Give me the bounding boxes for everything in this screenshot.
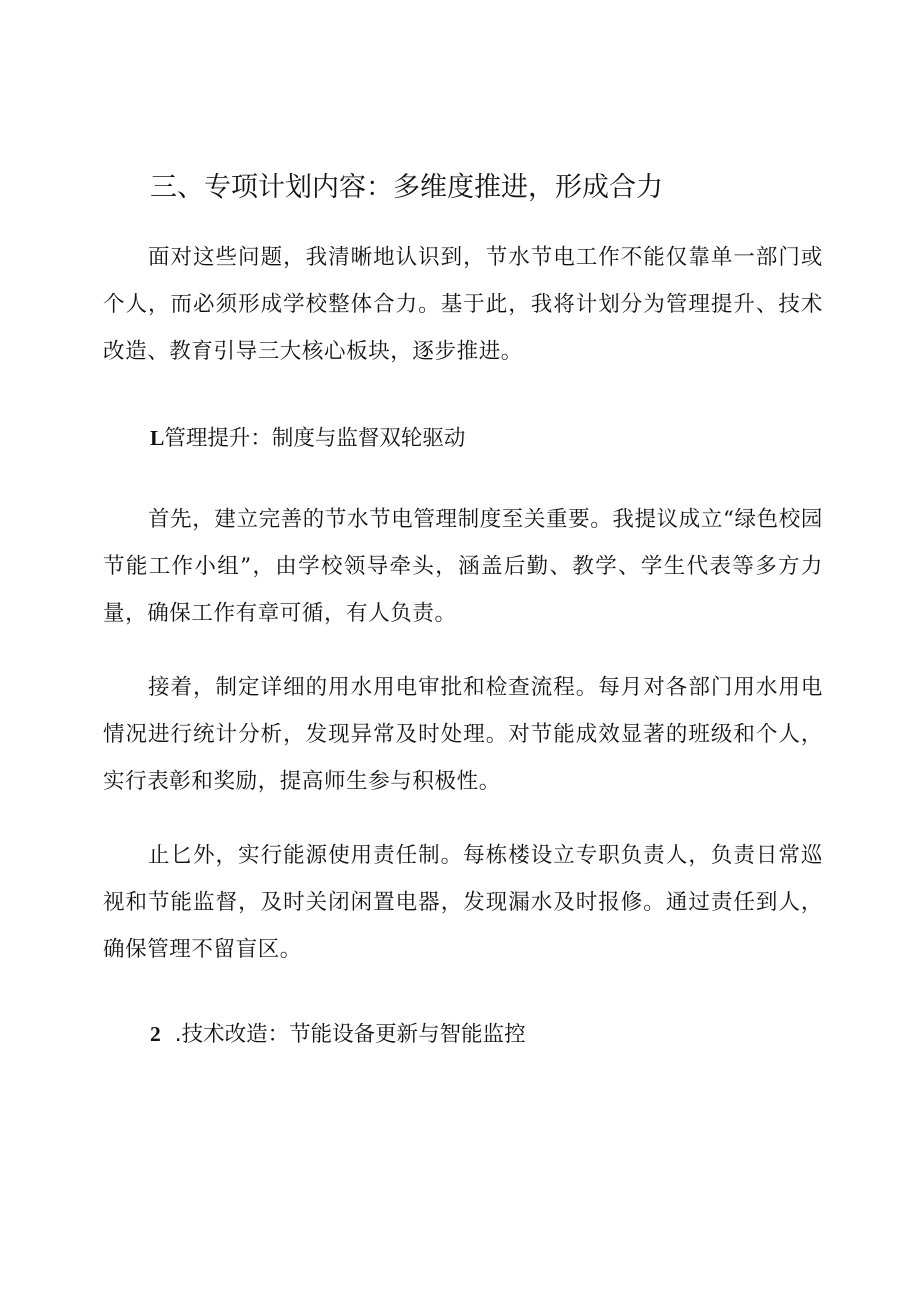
intro-paragraph: 面对这些问题，我清晰地认识到，节水节电工作不能仅靠单一部门或个人，而必须形成学校整体合力。基于此，我将计划分为管理提升、技术改造、教育引导三大核心板块，逐步推进。 — [103, 245, 823, 364]
subsection-1-heading — [150, 420, 465, 457]
subsection-2-number: 2 — [150, 1022, 161, 1046]
subsection-1-paragraph-1: 首先，建立完善的节水节电管理制度至关重要。我提议成立“绿色校园节能工作小组”，由学校领导牵头，涵盖后勤、教学、学生代表等多方力量，确保工作有章可循，有人负责。 — [103, 507, 823, 626]
subsection-1-title: 管理提升：制度与监督双轮驱动 — [164, 426, 466, 451]
subsection-1-paragraph-2: 接着，制定详细的用水用电审批和检查流程。每月对各部门用水用电情况进行统计分析，发现异常及时处理。对节能成效显著的班级和个人，实行表彰和奖励，提高师生参与积极性。 — [103, 675, 823, 794]
subsection-2-title: .技术改造：节能设备更新与智能监控 — [174, 1022, 526, 1047]
subsection-1-paragraph-3: 止匕外，实行能源使用责任制。每栋楼设立专职负责人，负责日常巡视和节能监督，及时关闭闲置电器，发现漏水及时报修。通过责任到人，确保管理不留盲区。 — [103, 843, 823, 962]
section-title: 三、专项计划内容：多维度推进，形成合力 — [150, 172, 663, 203]
subsection-2-heading — [150, 1016, 526, 1053]
subsection-1-number: L — [150, 426, 165, 450]
